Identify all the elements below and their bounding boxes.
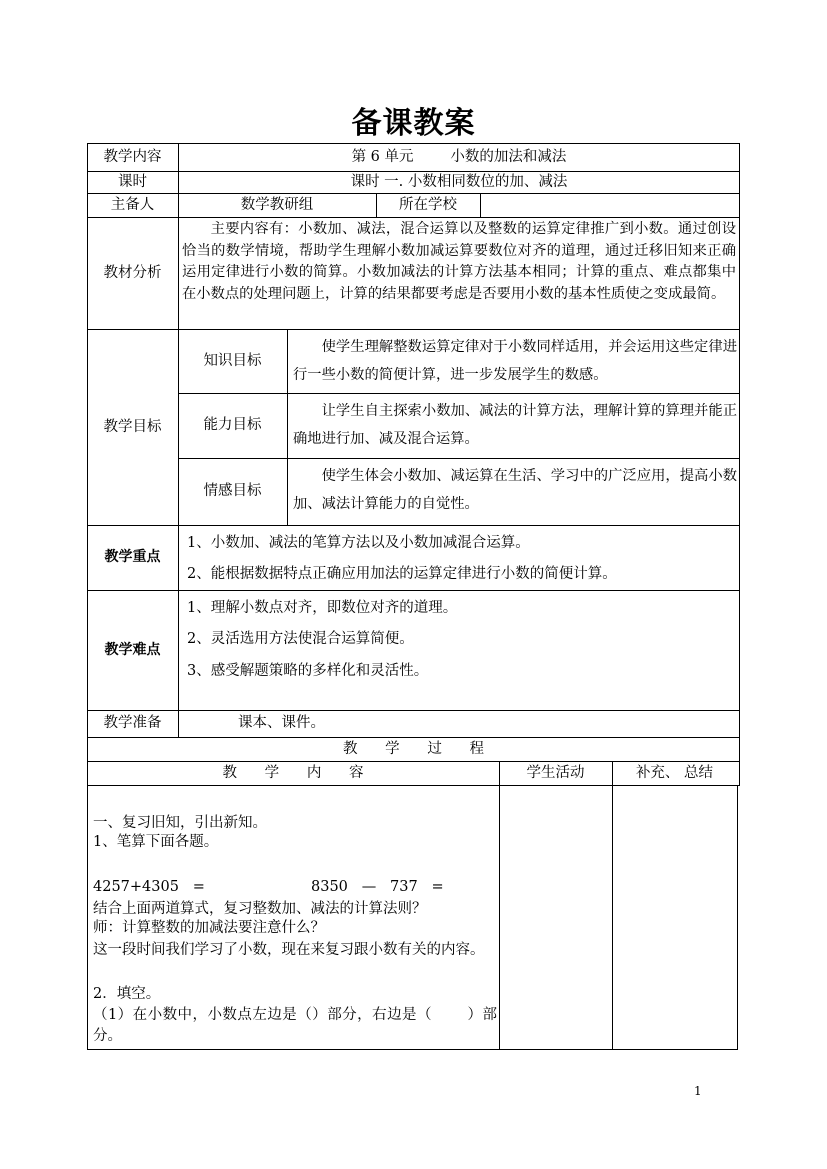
ability-goal-text: 让学生自主探索小数加、减法的计算方法，理解计算的算理并能正确地进行加、减及混合运算。 (293, 403, 737, 447)
preparer-label: 主备人 (110, 196, 155, 213)
key-point-2: 2、能根据数据特点正确应用加法的运算定律进行小数的简便计算。 (187, 566, 617, 582)
page-number: 1 (694, 1084, 702, 1098)
key-point-1: 1、小数加、减法的笔算方法以及小数加减混合运算。 (187, 535, 530, 551)
school-value (480, 193, 740, 217)
process-line: 师：计算整数的加减法要注意什么？ (93, 920, 325, 936)
process-line: （1）在小数中，小数点左边是（）部分，右边是（ ）部分。 (93, 1007, 497, 1044)
preparation-label: 教学准备 (103, 715, 162, 731)
column-content: 教 学 内 容 (222, 764, 364, 781)
period-label: 课时 (118, 173, 147, 190)
preparation-value: 课本、课件。 (238, 715, 325, 731)
column-student-activity: 学生活动 (526, 764, 585, 781)
key-points-label: 教学重点 (104, 549, 161, 565)
difficulty-2: 2、灵活选用方法使混合运算简便。 (187, 631, 414, 647)
emotion-goal-text: 使学生体会小数加、减运算在生活、学习中的广泛应用，提高小数加、减法计算能力的自觉性。 (293, 468, 737, 512)
preparer-value: 数学教研组 (240, 196, 314, 213)
analysis-text: 主要内容有：小数加、减法，混合运算以及整数的运算定律推广到小数。通过创设恰当的数学情境，帮助学生理解小数加减运算要数位对齐的道理，通过迁移旧知来正确运用定律进行小数的简算。小数加减法的计算方法基本相同；计算的重点、难点都集中在小数点的处理问题上，计算的结果都要考虑是否要用小数的基本性质使之变成最简。 (182, 221, 736, 302)
process-line: 一、复习旧知，引出新知。 (93, 815, 267, 831)
process-line: 1、笔算下面各题。 (93, 834, 219, 850)
process-line: 2．填空。 (93, 986, 161, 1002)
school-label: 所在学校 (399, 196, 457, 213)
process-heading: 教 学 过 程 (343, 740, 484, 757)
knowledge-goal-label: 知识目标 (203, 352, 262, 369)
analysis-label: 教材分析 (103, 264, 162, 281)
page-title: 备课教案 (351, 106, 476, 141)
column-notes: 补充、 总结 (635, 764, 714, 781)
difficulty-3: 3、感受解题策略的多样化和灵活性。 (187, 663, 429, 679)
equation-1: 4257+4305 = (93, 879, 205, 895)
content-value: 第 6 单元 小数的加法和减法 (351, 148, 567, 165)
ability-goal-label: 能力目标 (203, 417, 262, 433)
goals-label: 教学目标 (103, 418, 162, 435)
period-value: 课时 一. 小数相同数位的加、减法 (350, 173, 568, 190)
knowledge-goal-text: 使学生理解整数运算定律对于小数同样适用，并会运用这些定律进行一些小数的简便计算，进一步发展学生的数感。 (293, 339, 737, 383)
emotion-goal-label: 情感目标 (203, 483, 262, 499)
equation-2: 8350 — 737 = (311, 879, 444, 895)
difficulty-1: 1、理解小数点对齐，即数位对齐的道理。 (187, 600, 458, 616)
difficulties-label: 教学难点 (104, 641, 161, 658)
content-label: 教学内容 (103, 148, 162, 165)
process-line: 结合上面两道算式，复习整数加、减法的计算法则？ (93, 901, 427, 917)
process-line: 这一段时间我们学习了小数，现在来复习跟小数有关的内容。 (93, 942, 485, 958)
